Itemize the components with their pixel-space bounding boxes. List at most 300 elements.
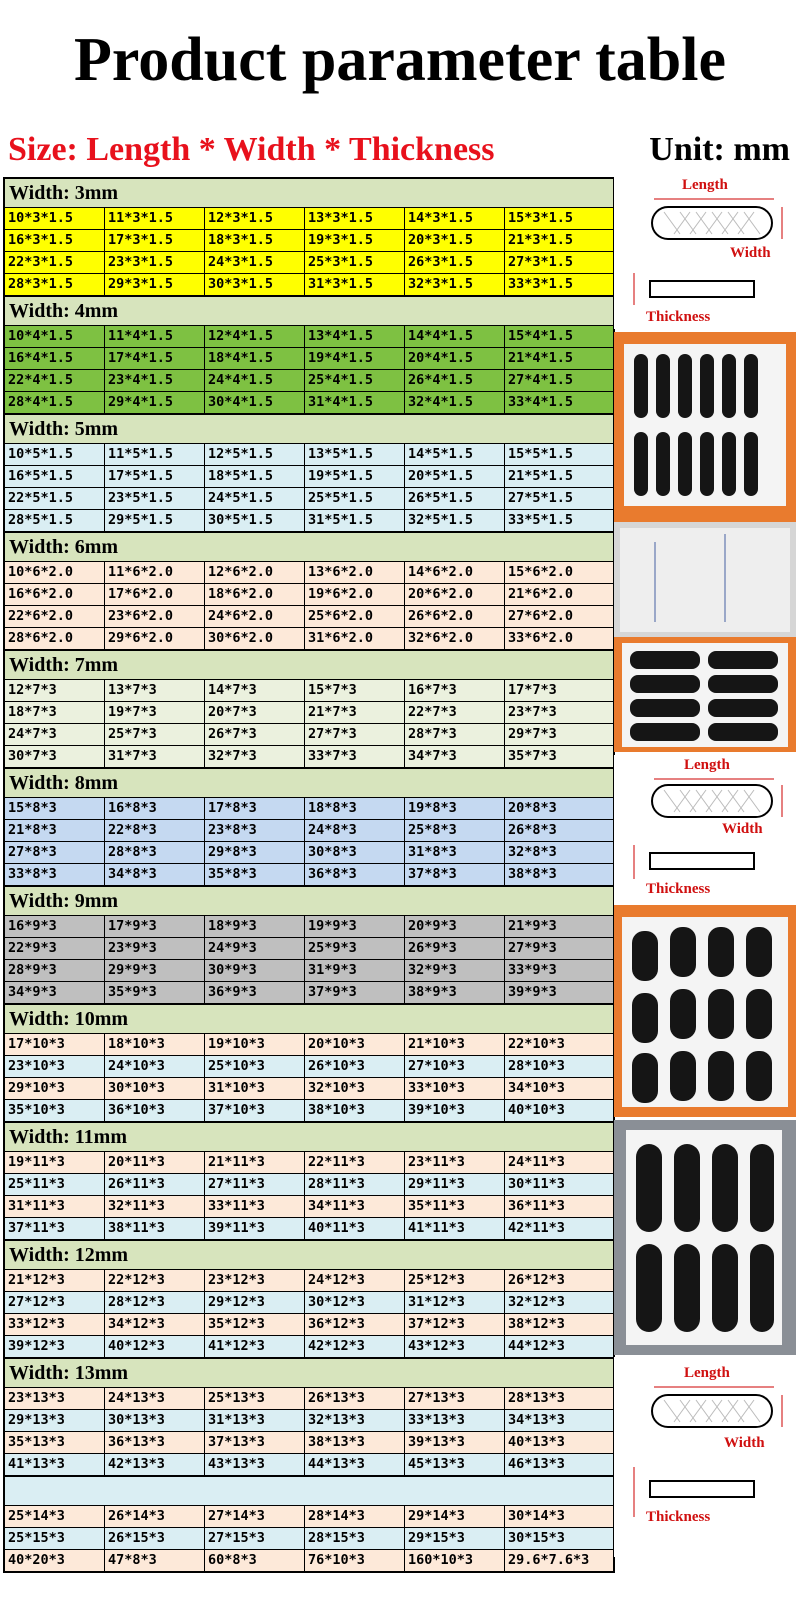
size-cell: 23*4*1.5 — [105, 370, 205, 391]
size-cell: 18*7*3 — [5, 702, 105, 723]
size-cell: 27*14*3 — [205, 1506, 305, 1527]
size-cell: 26*5*1.5 — [405, 488, 505, 509]
size-cell: 28*4*1.5 — [5, 392, 105, 413]
size-cell: 15*5*1.5 — [508, 446, 574, 462]
size-cell: 28*13*3 — [508, 1390, 565, 1406]
size-cell: 29*6*2.0 — [105, 628, 205, 649]
size-cell: 19*7*3 — [105, 702, 205, 723]
group-header: Width: 4mm — [5, 297, 613, 326]
size-cell: 12*4*1.5 — [205, 326, 305, 347]
size-cell: 22*4*1.5 — [5, 370, 105, 391]
size-cell: 29.6*7.6*3 — [508, 1552, 590, 1568]
size-cell: 32*13*3 — [305, 1410, 405, 1431]
size-cell: 47*8*3 — [105, 1550, 205, 1571]
size-cell: 31*9*3 — [305, 960, 405, 981]
size-cell: 32*3*1.5 — [405, 274, 505, 295]
table-row — [5, 1078, 613, 1100]
product-photo-backing — [614, 522, 796, 637]
size-cell: 16*4*1.5 — [5, 348, 105, 369]
size-cell: 16*5*1.5 — [5, 466, 105, 487]
size-cell: 22*12*3 — [105, 1270, 205, 1291]
size-cell: 11*6*2.0 — [105, 562, 205, 583]
table-row — [5, 1218, 613, 1239]
table-row — [5, 1100, 613, 1121]
width-group — [5, 415, 613, 533]
group-header: Width: 9mm — [5, 887, 613, 916]
size-cell: 37*9*3 — [305, 982, 405, 1003]
table-row — [5, 584, 613, 606]
size-cell: 20*4*1.5 — [405, 348, 505, 369]
size-cell: 42*13*3 — [105, 1454, 205, 1475]
size-cell: 28*6*2.0 — [5, 628, 105, 649]
size-cell: 33*4*1.5 — [508, 394, 574, 410]
size-cell: 26*3*1.5 — [405, 252, 505, 273]
size-cell: 36*13*3 — [105, 1432, 205, 1453]
size-cell: 16*3*1.5 — [5, 230, 105, 251]
size-cell: 25*11*3 — [5, 1174, 105, 1195]
size-cell: 22*7*3 — [405, 702, 505, 723]
product-photo-vertical-strips — [614, 332, 796, 522]
size-cell: 28*10*3 — [508, 1058, 565, 1074]
size-cell: 33*11*3 — [205, 1196, 305, 1217]
size-cell: 17*4*1.5 — [105, 348, 205, 369]
size-cell: 29*12*3 — [205, 1292, 305, 1313]
size-cell: 30*11*3 — [508, 1176, 565, 1192]
size-cell: 23*10*3 — [5, 1056, 105, 1077]
size-cell: 29*8*3 — [205, 842, 305, 863]
table-row — [5, 392, 613, 413]
size-cell: 25*15*3 — [5, 1528, 105, 1549]
size-cell: 32*7*3 — [205, 746, 305, 767]
size-cell: 29*5*1.5 — [105, 510, 205, 531]
size-cell: 35*8*3 — [205, 864, 305, 885]
size-cell: 36*10*3 — [105, 1100, 205, 1121]
size-cell: 38*11*3 — [105, 1218, 205, 1239]
size-cell: 20*3*1.5 — [405, 230, 505, 251]
table-row — [5, 1432, 613, 1454]
size-cell: 22*10*3 — [508, 1036, 565, 1052]
size-cell: 35*10*3 — [5, 1100, 105, 1121]
size-cell: 30*5*1.5 — [205, 510, 305, 531]
group-header: Width: 12mm — [5, 1241, 613, 1270]
table-row — [5, 348, 613, 370]
size-cell: 22*5*1.5 — [5, 488, 105, 509]
size-cell: 25*13*3 — [205, 1388, 305, 1409]
size-cell: 37*13*3 — [205, 1432, 305, 1453]
table-row — [5, 466, 613, 488]
size-cell: 37*10*3 — [205, 1100, 305, 1121]
size-cell: 18*4*1.5 — [205, 348, 305, 369]
size-cell: 39*10*3 — [405, 1100, 505, 1121]
size-cell: 26*13*3 — [305, 1388, 405, 1409]
size-cell: 18*6*2.0 — [205, 584, 305, 605]
size-cell: 30*7*3 — [5, 746, 105, 767]
size-cell: 25*4*1.5 — [305, 370, 405, 391]
size-cell: 18*8*3 — [305, 798, 405, 819]
size-cell: 10*5*1.5 — [5, 444, 105, 465]
size-cell: 21*6*2.0 — [508, 586, 574, 602]
table-row — [5, 1196, 613, 1218]
size-cell: 76*10*3 — [305, 1550, 405, 1571]
size-cell: 40*13*3 — [508, 1434, 565, 1450]
size-cell: 12*3*1.5 — [205, 208, 305, 229]
size-cell: 37*8*3 — [405, 864, 505, 885]
size-cell: 14*3*1.5 — [405, 208, 505, 229]
size-cell: 17*3*1.5 — [105, 230, 205, 251]
size-cell: 10*6*2.0 — [5, 562, 105, 583]
size-cell: 24*13*3 — [105, 1388, 205, 1409]
size-cell: 19*8*3 — [405, 798, 505, 819]
size-cell: 28*12*3 — [105, 1292, 205, 1313]
table-row — [5, 370, 613, 392]
size-cell: 160*10*3 — [405, 1550, 505, 1571]
size-cell: 23*12*3 — [205, 1270, 305, 1291]
table-row — [5, 1528, 613, 1550]
width-label-3: Width — [724, 1435, 765, 1451]
size-cell: 29*9*3 — [105, 960, 205, 981]
size-cell: 23*3*1.5 — [105, 252, 205, 273]
size-cell: 24*5*1.5 — [205, 488, 305, 509]
table-row — [5, 960, 613, 982]
size-cell: 42*11*3 — [508, 1220, 565, 1236]
size-cell: 30*8*3 — [305, 842, 405, 863]
size-cell: 46*13*3 — [508, 1456, 565, 1472]
size-cell: 24*7*3 — [5, 724, 105, 745]
width-group — [5, 1123, 613, 1241]
size-cell: 31*13*3 — [205, 1410, 305, 1431]
table-row — [5, 1292, 613, 1314]
table-row — [5, 1410, 613, 1432]
table-row — [5, 444, 613, 466]
table-row — [5, 680, 613, 702]
table-row — [5, 562, 613, 584]
size-cell: 14*4*1.5 — [405, 326, 505, 347]
size-cell: 18*10*3 — [105, 1034, 205, 1055]
size-cell: 17*6*2.0 — [105, 584, 205, 605]
size-cell: 18*9*3 — [205, 916, 305, 937]
size-cell: 17*8*3 — [205, 798, 305, 819]
size-cell: 27*4*1.5 — [508, 372, 574, 388]
size-cell: 36*12*3 — [305, 1314, 405, 1335]
size-cell: 25*3*1.5 — [305, 252, 405, 273]
size-cell: 42*12*3 — [305, 1336, 405, 1357]
size-cell: 39*11*3 — [205, 1218, 305, 1239]
width-group — [5, 179, 613, 297]
size-cell: 14*6*2.0 — [405, 562, 505, 583]
table-row — [5, 1314, 613, 1336]
size-cell: 24*4*1.5 — [205, 370, 305, 391]
size-cell: 22*6*2.0 — [5, 606, 105, 627]
size-cell: 30*6*2.0 — [205, 628, 305, 649]
table-row — [5, 1056, 613, 1078]
width-label: Width — [730, 245, 771, 261]
table-row — [5, 982, 613, 1003]
size-cell: 37*11*3 — [5, 1218, 105, 1239]
size-cell: 33*5*1.5 — [508, 512, 574, 528]
size-cell: 23*8*3 — [205, 820, 305, 841]
size-cell: 32*11*3 — [105, 1196, 205, 1217]
size-cell: 19*6*2.0 — [305, 584, 405, 605]
size-cell: 26*14*3 — [105, 1506, 205, 1527]
size-cell: 36*8*3 — [305, 864, 405, 885]
size-cell: 11*3*1.5 — [105, 208, 205, 229]
table-row — [5, 916, 613, 938]
table-row — [5, 326, 613, 348]
width-label-2: Width — [722, 821, 763, 837]
length-label: Length — [682, 177, 728, 193]
size-cell: 29*3*1.5 — [105, 274, 205, 295]
product-photo-large-strips — [614, 1120, 796, 1355]
size-cell: 25*12*3 — [405, 1270, 505, 1291]
size-cell: 35*13*3 — [5, 1432, 105, 1453]
group-header: Width: 6mm — [5, 533, 613, 562]
width-group — [5, 1005, 613, 1123]
size-cell: 31*7*3 — [105, 746, 205, 767]
size-cell: 12*6*2.0 — [205, 562, 305, 583]
size-cell: 16*7*3 — [405, 680, 505, 701]
size-cell: 23*6*2.0 — [105, 606, 205, 627]
width-group — [5, 297, 613, 415]
size-cell: 15*8*3 — [5, 798, 105, 819]
size-cell: 41*13*3 — [5, 1454, 105, 1475]
size-cell: 21*5*1.5 — [508, 468, 574, 484]
size-cell: 19*10*3 — [205, 1034, 305, 1055]
parameter-table — [3, 177, 615, 1573]
size-cell: 31*8*3 — [405, 842, 505, 863]
size-cell: 20*11*3 — [105, 1152, 205, 1173]
size-cell: 15*6*2.0 — [508, 564, 574, 580]
size-cell: 34*12*3 — [105, 1314, 205, 1335]
size-cell: 33*3*1.5 — [508, 276, 574, 292]
table-row — [5, 1454, 613, 1475]
size-cell: 13*6*2.0 — [305, 562, 405, 583]
thickness-label-3: Thickness — [646, 1509, 711, 1525]
size-cell: 34*13*3 — [508, 1412, 565, 1428]
table-row — [5, 1174, 613, 1196]
size-cell: 32*12*3 — [508, 1294, 565, 1310]
product-images — [614, 177, 796, 1557]
group-header: Width: 7mm — [5, 651, 613, 680]
size-cell: 33*10*3 — [405, 1078, 505, 1099]
size-cell: 17*7*3 — [508, 682, 557, 698]
size-cell: 15*4*1.5 — [508, 328, 574, 344]
size-cell: 34*9*3 — [5, 982, 105, 1003]
size-cell: 29*11*3 — [405, 1174, 505, 1195]
size-cell: 28*11*3 — [305, 1174, 405, 1195]
table-row — [5, 1152, 613, 1174]
size-cell: 21*11*3 — [205, 1152, 305, 1173]
size-cell: 20*9*3 — [405, 916, 505, 937]
size-cell: 26*12*3 — [508, 1272, 565, 1288]
product-photo-ovals — [614, 905, 796, 1117]
size-cell: 21*3*1.5 — [508, 232, 574, 248]
size-cell: 27*7*3 — [305, 724, 405, 745]
size-cell: 17*10*3 — [5, 1034, 105, 1055]
size-cell: 24*12*3 — [305, 1270, 405, 1291]
size-cell: 25*8*3 — [405, 820, 505, 841]
size-cell: 19*11*3 — [5, 1152, 105, 1173]
size-cell: 14*5*1.5 — [405, 444, 505, 465]
size-cell: 31*5*1.5 — [305, 510, 405, 531]
size-cell: 26*10*3 — [305, 1056, 405, 1077]
size-cell: 28*5*1.5 — [5, 510, 105, 531]
size-cell: 29*10*3 — [5, 1078, 105, 1099]
table-row — [5, 1550, 613, 1571]
table-row — [5, 230, 613, 252]
size-cell: 15*3*1.5 — [508, 210, 574, 226]
size-cell: 17*9*3 — [105, 916, 205, 937]
size-cell: 14*7*3 — [205, 680, 305, 701]
size-cell: 40*12*3 — [105, 1336, 205, 1357]
size-cell: 25*9*3 — [305, 938, 405, 959]
table-row — [5, 510, 613, 531]
thickness-label-2: Thickness — [646, 881, 711, 897]
size-cell: 29*14*3 — [405, 1506, 505, 1527]
size-cell: 15*7*3 — [305, 680, 405, 701]
size-cell: 37*12*3 — [405, 1314, 505, 1335]
table-row — [5, 488, 613, 510]
size-cell: 39*9*3 — [508, 984, 557, 1000]
group-header — [5, 1477, 613, 1506]
size-cell: 60*8*3 — [205, 1550, 305, 1571]
size-cell: 30*3*1.5 — [205, 274, 305, 295]
dimension-diagram — [614, 177, 796, 329]
size-cell: 36*11*3 — [508, 1198, 565, 1214]
size-cell: 24*8*3 — [305, 820, 405, 841]
product-photo-horizontal-strips — [614, 637, 796, 752]
size-cell: 26*9*3 — [405, 938, 505, 959]
page-title: Product parameter table — [74, 26, 726, 94]
size-cell: 10*3*1.5 — [5, 208, 105, 229]
unit-label: Unit: mm — [649, 131, 790, 168]
size-cell: 30*4*1.5 — [205, 392, 305, 413]
size-cell: 13*5*1.5 — [305, 444, 405, 465]
size-cell: 23*13*3 — [5, 1388, 105, 1409]
size-cell: 32*8*3 — [508, 844, 557, 860]
size-cell: 41*12*3 — [205, 1336, 305, 1357]
width-group — [5, 1241, 613, 1359]
size-cell: 34*8*3 — [105, 864, 205, 885]
size-cell: 30*14*3 — [508, 1508, 565, 1524]
size-cell: 31*11*3 — [5, 1196, 105, 1217]
size-cell: 43*13*3 — [205, 1454, 305, 1475]
table-row — [5, 628, 613, 649]
size-cell: 32*4*1.5 — [405, 392, 505, 413]
group-header: Width: 10mm — [5, 1005, 613, 1034]
size-cell: 30*13*3 — [105, 1410, 205, 1431]
size-cell: 36*9*3 — [205, 982, 305, 1003]
size-cell: 20*5*1.5 — [405, 466, 505, 487]
size-cell: 33*12*3 — [5, 1314, 105, 1335]
size-cell: 40*20*3 — [5, 1550, 105, 1571]
size-cell: 27*3*1.5 — [508, 254, 574, 270]
size-cell: 38*10*3 — [305, 1100, 405, 1121]
thickness-label: Thickness — [646, 309, 711, 325]
size-cell: 30*12*3 — [305, 1292, 405, 1313]
size-cell: 28*8*3 — [105, 842, 205, 863]
size-cell: 22*8*3 — [105, 820, 205, 841]
size-cell: 38*9*3 — [405, 982, 505, 1003]
size-cell: 21*7*3 — [305, 702, 405, 723]
size-cell: 27*15*3 — [205, 1528, 305, 1549]
size-cell: 17*5*1.5 — [105, 466, 205, 487]
size-cell: 31*4*1.5 — [305, 392, 405, 413]
size-cell: 27*8*3 — [5, 842, 105, 863]
size-cell: 13*3*1.5 — [305, 208, 405, 229]
size-cell: 24*10*3 — [105, 1056, 205, 1077]
size-cell: 22*11*3 — [305, 1152, 405, 1173]
table-row — [5, 208, 613, 230]
size-cell: 26*6*2.0 — [405, 606, 505, 627]
size-cell: 34*11*3 — [305, 1196, 405, 1217]
size-cell: 27*5*1.5 — [508, 490, 574, 506]
table-row — [5, 864, 613, 885]
size-cell: 23*11*3 — [405, 1152, 505, 1173]
size-cell: 27*10*3 — [405, 1056, 505, 1077]
size-cell: 33*7*3 — [305, 746, 405, 767]
group-header: Width: 3mm — [5, 179, 613, 208]
table-row — [5, 842, 613, 864]
size-cell: 32*10*3 — [305, 1078, 405, 1099]
size-cell: 35*12*3 — [205, 1314, 305, 1335]
size-cell: 24*3*1.5 — [205, 252, 305, 273]
table-row — [5, 938, 613, 960]
size-cell: 21*12*3 — [5, 1270, 105, 1291]
width-group — [5, 651, 613, 769]
table-row — [5, 606, 613, 628]
length-label-3: Length — [684, 1365, 730, 1381]
size-cell: 19*9*3 — [305, 916, 405, 937]
size-cell: 30*15*3 — [508, 1530, 565, 1546]
group-header: Width: 8mm — [5, 769, 613, 798]
size-cell: 21*10*3 — [405, 1034, 505, 1055]
width-group — [5, 533, 613, 651]
size-cell: 39*13*3 — [405, 1432, 505, 1453]
size-cell: 26*11*3 — [105, 1174, 205, 1195]
size-cell: 38*8*3 — [508, 866, 557, 882]
size-cell: 33*8*3 — [5, 864, 105, 885]
size-cell: 26*4*1.5 — [405, 370, 505, 391]
table-row — [5, 1388, 613, 1410]
size-cell: 35*11*3 — [405, 1196, 505, 1217]
size-cell: 25*10*3 — [205, 1056, 305, 1077]
size-cell: 28*9*3 — [5, 960, 105, 981]
size-cell: 28*14*3 — [305, 1506, 405, 1527]
size-cell: 33*6*2.0 — [508, 630, 574, 646]
dimension-diagram-3 — [614, 1357, 796, 1557]
size-cell: 40*10*3 — [508, 1102, 565, 1118]
size-cell: 35*9*3 — [105, 982, 205, 1003]
table-row — [5, 274, 613, 295]
size-cell: 21*9*3 — [508, 918, 557, 934]
table-row — [5, 1506, 613, 1528]
size-cell: 32*5*1.5 — [405, 510, 505, 531]
size-cell: 19*5*1.5 — [305, 466, 405, 487]
size-cell: 25*6*2.0 — [305, 606, 405, 627]
size-cell: 26*15*3 — [105, 1528, 205, 1549]
size-cell: 33*13*3 — [405, 1410, 505, 1431]
size-cell: 22*9*3 — [5, 938, 105, 959]
length-label-2: Length — [684, 757, 730, 773]
size-cell: 34*7*3 — [405, 746, 505, 767]
size-cell: 28*7*3 — [405, 724, 505, 745]
size-cell: 38*12*3 — [508, 1316, 565, 1332]
size-cell: 28*3*1.5 — [5, 274, 105, 295]
size-cell: 27*13*3 — [405, 1388, 505, 1409]
size-cell: 38*13*3 — [305, 1432, 405, 1453]
size-cell: 24*11*3 — [508, 1154, 565, 1170]
size-cell: 24*6*2.0 — [205, 606, 305, 627]
